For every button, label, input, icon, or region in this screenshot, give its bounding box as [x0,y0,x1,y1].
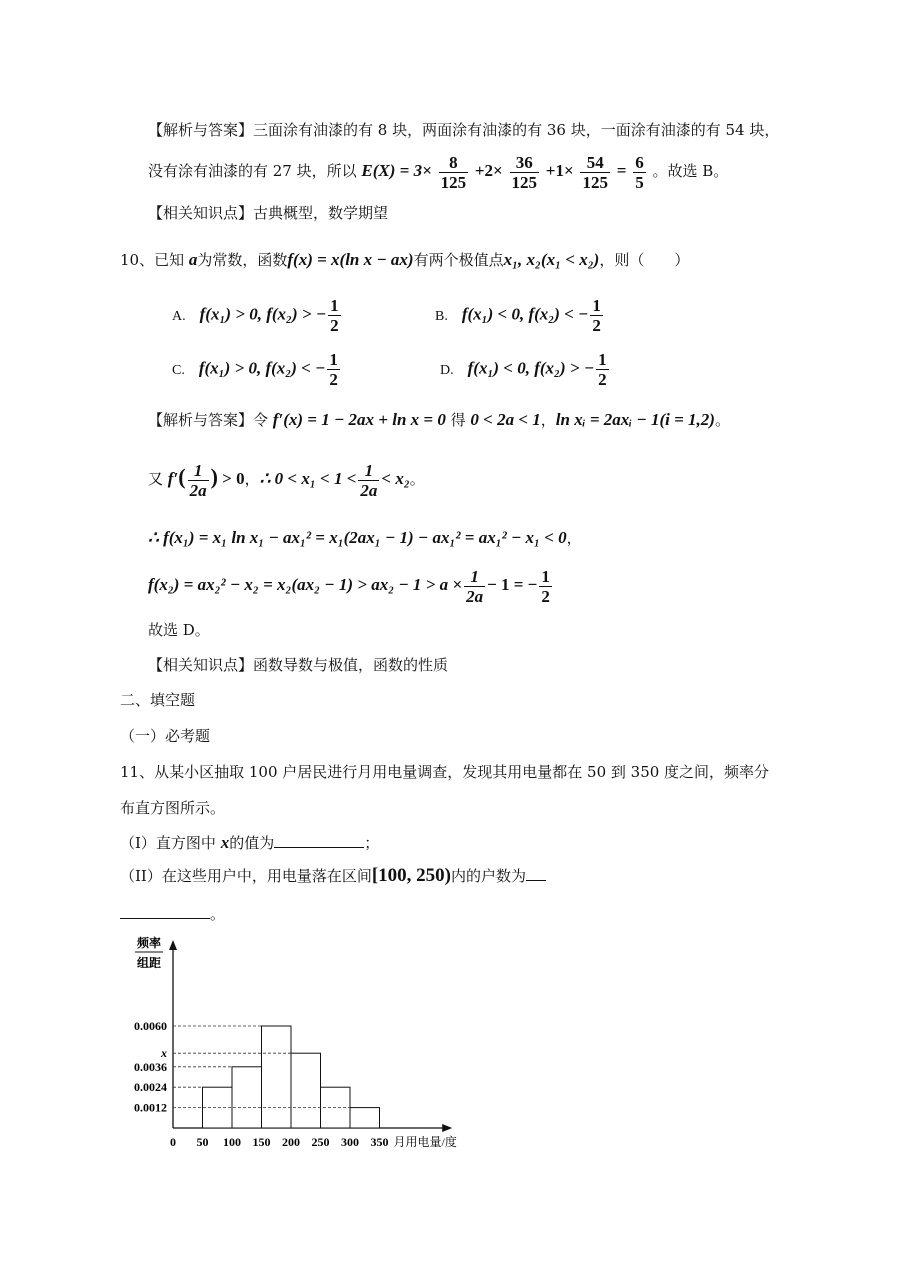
q10-stem-a: 10、已知 [120,251,189,269]
q9-f2-den: 125 [511,172,537,192]
q11-p2a: （II）在这些用户中，用电量落在区间 [120,867,372,885]
q9-equals: = [616,161,627,180]
section-sub [120,726,210,746]
q10-ana-3end: ， [566,529,582,547]
q10-answer [148,620,210,640]
q9-fraction-36-125 [510,153,540,192]
q11-stem-line1 [120,762,769,782]
q9-plus1: +1× [545,161,574,180]
q10-option-d-half [596,350,609,389]
half-den: 2 [329,370,338,389]
histogram-bar [350,1108,380,1128]
histogram-bar [291,1053,321,1128]
q10-option-d-expr: f(x₁) < 0, f(x₂) > − [467,358,595,378]
q10-ana-4a: f(x₂) = ax₂² − x₂ = x₂(ax₂ − 1) > ax₂ − 1 > a × [148,575,463,594]
q10-knowledge [148,655,448,675]
q10-derivative-eq: f′(x) = 1 − 2ax + ln x = 0 [272,410,446,429]
section-title-text: 二、填空题 [120,691,196,709]
section-title [120,690,195,710]
q10-ana-4b: − 1 = − [487,575,538,594]
q9-fraction-6-5 [633,153,646,192]
q9-knowledge-text: 古典概型，数学期望 [253,204,389,222]
q9-knowledge-label: 【相关知识点】 [148,204,254,222]
half-den: 2 [598,370,607,389]
q10-ana-2c: ， [244,470,260,488]
half-den: 2 [330,316,339,335]
q10-knowledge-text: 函数导数与极值，函数的性质 [253,656,449,674]
half-num: 1 [592,296,601,315]
q9-analysis-end: 。故选 B。 [652,162,729,180]
q11-interval: [100, 250) [371,865,452,886]
q10-option-a [172,296,343,335]
q10-ana-2frac2 [358,461,379,500]
q10-ana-2a: 又 [148,470,168,488]
q10-a-range: 0 < 2a < 1 [470,410,541,429]
y-tick-label: 0.0024 [134,1080,167,1095]
q11-part2-cont [120,904,225,924]
q10-stem [120,250,689,270]
x-tick-label: 100 [223,1135,241,1149]
section-sub-text: （一）必考题 [120,727,211,745]
x-tick-label: 300 [341,1135,359,1149]
q10-analysis-line4 [148,564,554,606]
q10-option-c-half [327,350,340,389]
q10-stem-c: 有两个极值点 [413,251,504,269]
q11-p1b: 的值为 [229,834,275,852]
q11-part2 [120,866,546,886]
q10-analysis-line2 [148,455,425,501]
q9-knowledge [148,203,388,223]
q9-f4-den: 5 [635,172,644,192]
q10-option-b-expr: f(x₁) < 0, f(x₂) < − [461,304,589,324]
q10-option-d [440,350,611,389]
q11-p1a: （I）直方图中 [120,834,221,852]
q11-var-x: x [220,833,230,852]
q9-expectation-lhs: E(X) = 3× [361,161,432,180]
q11-part1-blank[interactable] [274,833,364,848]
frequency-histogram [125,930,485,1155]
q10-ana-4half [539,567,552,606]
q10-function: f(x) = x(ln x − ax) [287,250,414,269]
q10-left-paren: ( [178,464,186,489]
y-tick-label: 0.0012 [134,1100,167,1115]
q9-analysis-label: 【解析与答案】 [148,121,254,139]
q10-analysis-label: 【解析与答案】 [148,411,254,429]
q10-option-d-label: D. [440,362,454,378]
q10-option-b [435,296,605,335]
q9-analysis-text2: 没有涂有油漆的有 27 块，所以 [148,162,357,180]
histogram-bar [232,1067,262,1128]
q9-f4-num: 6 [635,152,644,172]
frac-den: 2a [189,480,207,500]
q10-stem-d: ，则（ ） [599,251,690,269]
frac-num: 1 [464,567,485,587]
q10-ana-2frac [188,461,209,500]
q11-stem2: 布直方图所示。 [120,799,226,817]
q11-stem-line2 [120,798,225,818]
x-tick-label: 150 [252,1135,271,1149]
x-axis-label: 月用电量/度 [393,1135,457,1149]
half-den: 2 [541,586,550,606]
y-tick-label: x [161,1046,167,1061]
q9-fraction-54-125 [580,153,610,192]
frac-den: 2a [466,586,484,606]
q9-f1-num: 8 [439,153,469,173]
q10-option-b-label: B. [435,308,448,324]
frac-num: 1 [358,461,379,481]
q10-ana-2expr2: < x₂ [381,469,410,488]
q10-analysis-line1 [148,410,730,430]
y-axis-label-top: 频率 [137,936,162,950]
q10-analysis-line3 [148,528,582,548]
q10-ana-1a: 令 [253,411,273,429]
q10-option-c [172,350,342,389]
q10-ana-2d: 。 [409,470,425,488]
q10-var-a: a [188,250,198,269]
q10-ana-1c: ， [540,411,556,429]
q10-ana-4frac [464,567,485,606]
x-axis-arrow-icon [442,1124,452,1132]
q10-extreme-points: x₁, x₂(x₁ < x₂) [503,250,600,269]
q10-right-paren: ) [210,464,218,489]
q10-option-a-half [328,296,341,335]
q9-analysis-text1: 三面涂有油漆的有 8 块，两面涂有油漆的有 36 块，一面涂有油漆的有 54 块， [253,121,780,139]
q10-ana-1b: 得 [445,411,471,429]
q11-p2end: 。 [210,905,226,923]
q10-knowledge-label: 【相关知识点】 [148,656,254,674]
y-tick-label: 0.0036 [134,1059,167,1074]
q9-plus2: +2× [474,161,503,180]
q10-ana-3: ∴ f(x₁) = x₁ ln x₁ − ax₁² = x₁(2ax₁ − 1) − ax₁² = ax₁² − x₁ < 0 [148,528,567,547]
q9-analysis-line2 [148,152,728,192]
q10-ana-1d: 。 [714,411,730,429]
y-axis-label-bottom: 组距 [137,956,162,970]
q10-option-c-expr: f(x₁) > 0, f(x₂) < − [198,358,326,378]
q10-stem-b: 为常数，函数 [197,251,288,269]
x-tick-label: 0 [170,1135,176,1149]
frac-num: 1 [188,461,209,481]
q9-f3-num: 54 [580,153,610,173]
half-num: 1 [329,350,338,369]
q10-option-b-half [590,296,603,335]
half-num: 1 [598,350,607,369]
q10-answer-text: 故选 D。 [148,621,210,639]
q9-f1-den: 125 [440,172,467,192]
half-num: 1 [541,566,550,586]
q10-ana-2b: > 0 [217,469,245,488]
q11-part2-blank-a[interactable] [526,866,546,881]
q10-option-a-label: A. [172,308,186,324]
q10-option-c-label: C. [172,362,185,378]
q11-p1end: ； [364,834,380,852]
q11-part1 [120,833,379,853]
y-tick-label: 0.0060 [134,1019,167,1033]
histogram-bar [262,1026,292,1128]
x-tick-label: 50 [196,1135,209,1149]
x-tick-label: 200 [282,1135,300,1149]
q10-ana-2expr: ∴ 0 < x₁ < 1 < [259,469,357,488]
x-tick-label: 350 [370,1135,389,1149]
q11-p2b: 内的户数为 [451,867,527,885]
q9-fraction-8-125 [439,153,469,192]
q9-analysis-line1 [148,120,779,140]
histogram-bar [203,1087,233,1128]
frac-den: 2a [360,480,378,500]
q11-part2-blank-b[interactable] [120,904,210,919]
q11-stem1: 11、从某小区抽取 100 户居民进行月用电量调查，发现其用电量都在 50 到 350 度之间，频率分 [120,763,770,781]
x-tick-label: 250 [311,1135,330,1149]
q10-ana-2f: f′ [167,469,179,488]
q9-f2-num: 36 [510,153,540,173]
half-num: 1 [330,296,339,315]
q10-option-a-expr: f(x₁) > 0, f(x₂) > − [199,304,327,324]
y-axis-arrow-icon [169,940,177,950]
q9-f3-den: 125 [582,172,608,192]
q10-ln-relation: ln xᵢ = 2axᵢ − 1(i = 1,2) [555,410,715,429]
half-den: 2 [592,316,601,335]
